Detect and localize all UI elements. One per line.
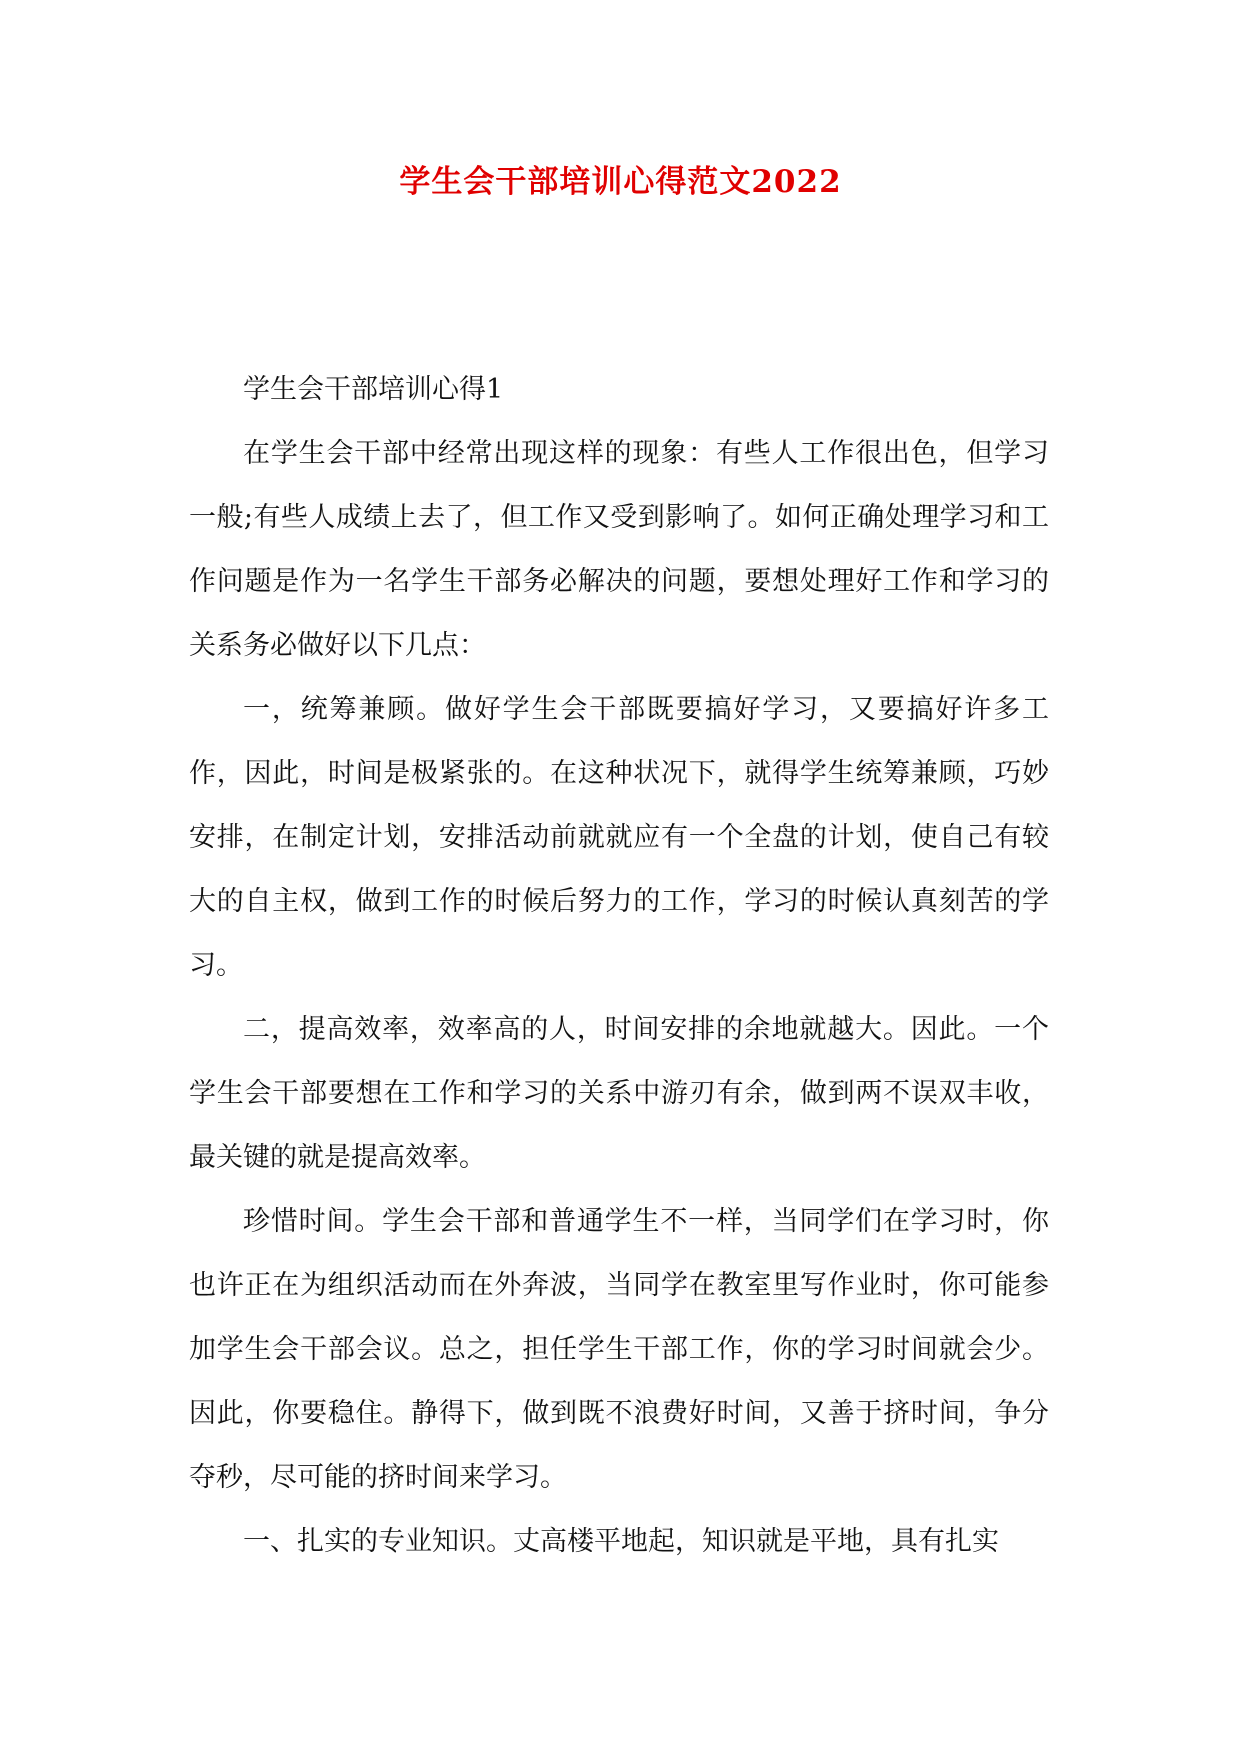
- document-body: [189, 358, 1049, 1574]
- paragraph-cherish-time: 珍惜时间。学生会干部和普通学生不一样，当同学们在学习时，你也许正在为组织活动而在外奔波，当同学在教室里写作业时，你可能参加学生会干部会议。总之，担任学生干部工作，你的学习时间就会少。因此，你要稳住。静得下，做到既不浪费好时间，又善于挤时间，争分夺秒，尽可能的挤时间来学习。: [189, 1206, 1049, 1493]
- document-title: 学生会干部培训心得范文2022: [399, 164, 842, 200]
- section-heading: 学生会干部培训心得1: [243, 374, 504, 405]
- paragraph-intro: 在学生会干部中经常出现这样的现象：有些人工作很出色，但学习一般;有些人成绩上去了，但工作又受到影响了。如何正确处理学习和工作问题是作为一名学生干部务必解决的问题，要想处理好工作和学习的关系务必做好以下几点：: [189, 438, 1049, 661]
- paragraph-knowledge: 一、扎实的专业知识。丈高楼平地起，知识就是平地，具有扎实: [243, 1526, 999, 1557]
- paragraph-point-1: 一，统筹兼顾。做好学生会干部既要搞好学习，又要搞好许多工作，因此，时间是极紧张的。在这种状况下，就得学生统筹兼顾，巧妙安排，在制定计划，安排活动前就就应有一个全盘的计划，使自己有较大的自主权，做到工作的时候后努力的工作，学习的时候认真刻苦的学习。: [189, 694, 1049, 981]
- paragraph-point-2: 二，提高效率，效率高的人，时间安排的余地就越大。因此。一个学生会干部要想在工作和学习的关系中游刃有余，做到两不误双丰收，最关键的就是提高效率。: [189, 1014, 1049, 1173]
